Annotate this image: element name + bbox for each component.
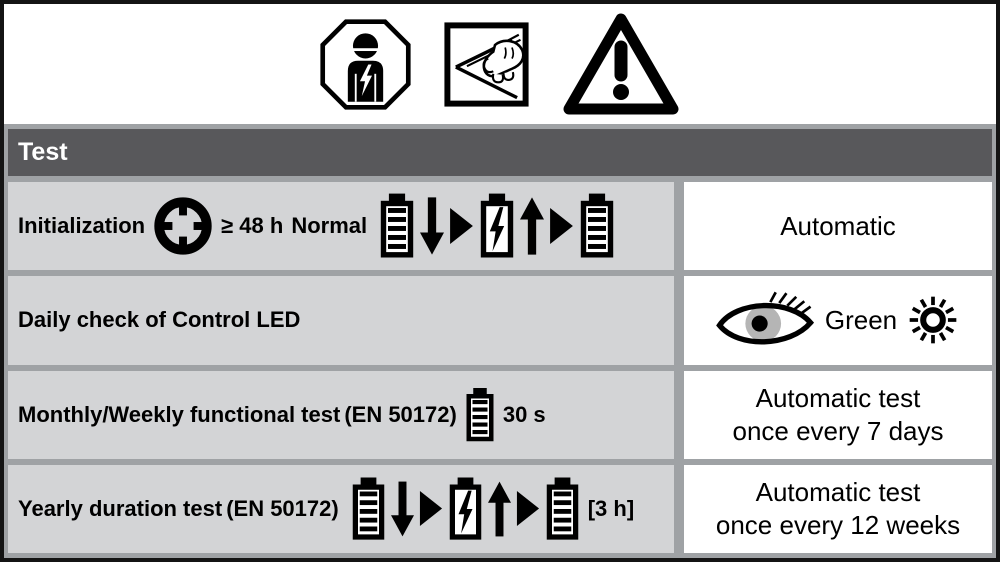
play-icon	[549, 207, 574, 245]
arrow-up-icon	[520, 197, 544, 255]
duration-text: 30 s	[502, 401, 546, 427]
arrow-up-icon	[488, 481, 511, 537]
row-functional-test	[8, 371, 992, 459]
row-duration-test	[8, 465, 992, 553]
row-label: Initialization	[18, 213, 146, 239]
arrow-down-icon	[391, 481, 414, 537]
battery-full-icon	[579, 193, 615, 259]
charge-discharge-sequence	[379, 193, 615, 259]
row-daily-check	[8, 276, 992, 364]
duration-text: [3 h]	[587, 495, 635, 521]
row-initialization	[8, 182, 992, 270]
test-table	[4, 124, 996, 558]
row-label: Daily check of Control LED	[18, 307, 301, 333]
arrow-down-icon	[420, 197, 444, 255]
result-text: Automatic test once every 7 days	[732, 382, 944, 446]
result-text: Automatic	[780, 210, 896, 241]
standard-text: (EN 50172)	[344, 401, 457, 427]
row-label: Yearly duration test	[18, 495, 223, 521]
led-color-text: Green	[824, 304, 898, 335]
safety-icon-strip	[4, 4, 996, 124]
electrician-icon	[319, 18, 412, 111]
battery-charging-icon	[448, 477, 483, 541]
mode-text: Normal	[291, 213, 368, 239]
play-icon	[516, 490, 540, 527]
write-instructions-icon	[444, 22, 529, 107]
standard-text: (EN 50172)	[226, 495, 339, 521]
led-shine-icon	[905, 292, 961, 348]
battery-full-icon	[351, 477, 386, 541]
clock-ring-icon	[153, 196, 213, 256]
battery-full-icon	[545, 477, 580, 541]
result-text: Automatic test once every 12 weeks	[715, 476, 961, 540]
play-icon	[449, 207, 474, 245]
battery-full-icon	[465, 388, 495, 442]
battery-charging-icon	[479, 193, 515, 259]
condition-text: ≥ 48 h	[221, 213, 284, 239]
play-icon	[419, 490, 443, 527]
eye-icon	[715, 289, 815, 351]
row-label: Monthly/Weekly functional test	[18, 401, 341, 427]
section-header	[8, 129, 992, 176]
warning-icon	[561, 11, 681, 117]
charge-discharge-sequence	[351, 477, 580, 541]
battery-full-icon	[379, 193, 415, 259]
section-title: Test	[18, 138, 68, 166]
